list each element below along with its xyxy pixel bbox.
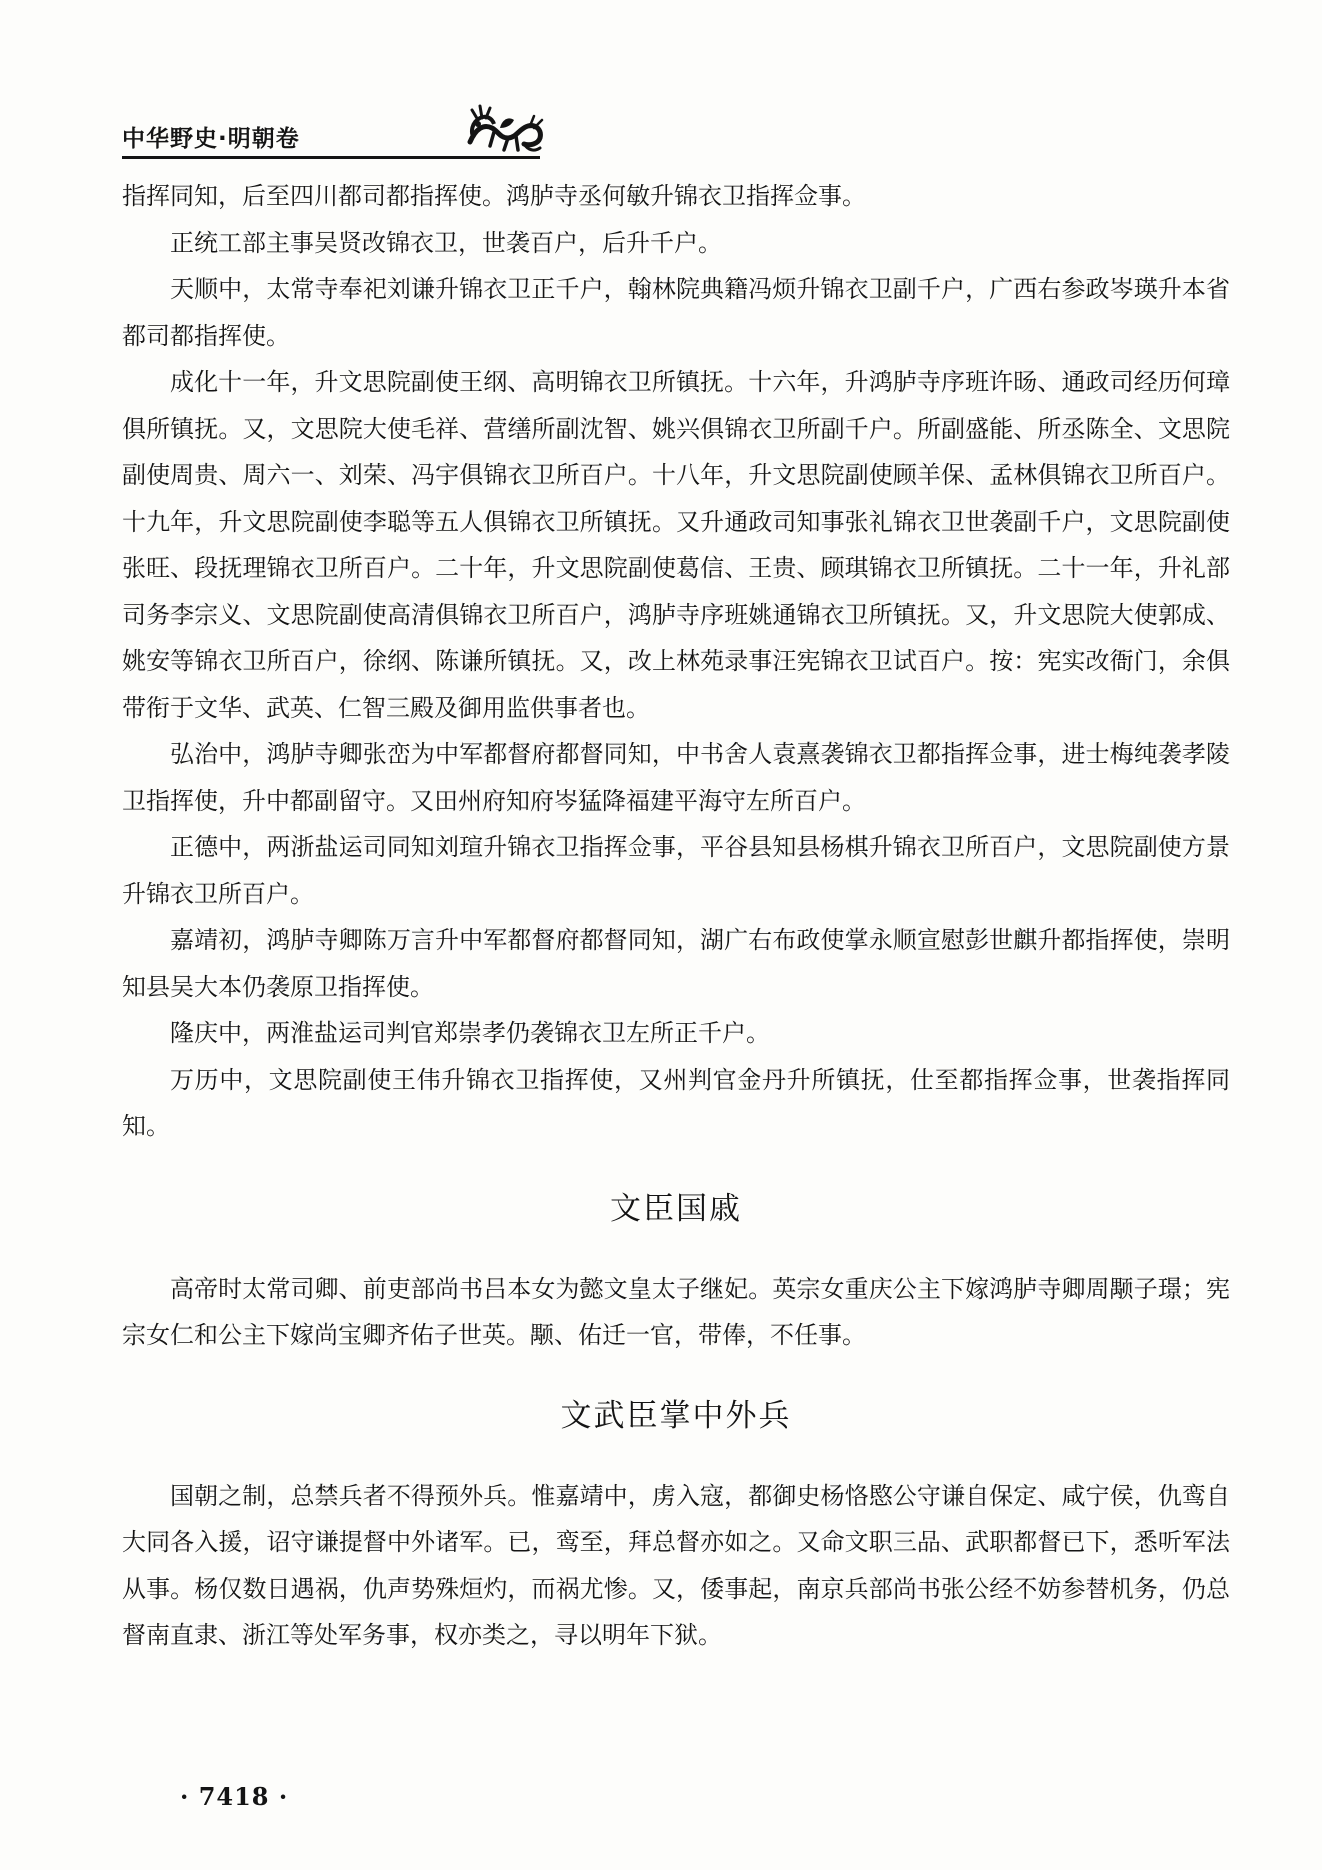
paragraph: 隆庆中，两淮盐运司判官郑崇孝仍袭锦衣卫左所正千户。 bbox=[170, 1019, 770, 1047]
paragraph: 高帝时太常司卿、前吏部尚书吕本女为懿文皇太子继妃。英宗女重庆公主下嫁鸿胪寺卿周颙子璟；宪宗女仁和公主下嫁尚宝卿齐佑子世英。颙、佑迁一官，带俸，不任事。 bbox=[122, 1274, 1230, 1349]
section-heading: 文臣国戚 bbox=[610, 1190, 742, 1227]
book-title: 中华野史·明朝卷 bbox=[122, 126, 300, 152]
page-number: · 7418 · bbox=[180, 1782, 289, 1811]
paragraph: 指挥同知，后至四川都司都指挥使。鸿胪寺丞何敏升锦衣卫指挥佥事。 bbox=[122, 182, 866, 210]
paragraph: 成化十一年，升文思院副使王纲、高明锦衣卫所镇抚。十六年，升鸿胪寺序班许旸、通政司经历何璋俱所镇抚。又，文思院大使毛祥、营缮所副沈智、姚兴俱锦衣卫所副千户。所副盛能、所丞陈全、文思院副使周贵、周六一、刘荣、冯宇俱锦衣卫所百户。十八年，升文思院副使顾羊保、孟林俱锦衣卫所百户。十九年，升文思院副使李聪等五人俱锦衣卫所镇抚。又升通政司知事张礼锦衣卫世袭副千户，文思院副使张旺、段抚理锦衣卫所百户。二十年，升文思院副使葛信、王贵、顾琪锦衣卫所镇抚。二十一年，升礼部司务李宗义、文思院副使高清俱锦衣卫所百户，鸿胪寺序班姚通锦衣卫所镇抚。又，升文思院大使郭成、姚安等锦衣卫所百户，徐纲、陈谦所镇抚。又，改上林苑录事汪宪锦衣卫试百户。按：宪实改衙门，余俱带衔于文华、武英、仁智三殿及御用监供事者也。 bbox=[122, 368, 1230, 722]
header-rule bbox=[122, 156, 540, 159]
paragraph: 正德中，两浙盐运司同知刘瑄升锦衣卫指挥佥事，平谷县知县杨棋升锦衣卫所百户，文思院副使方景升锦衣卫所百户。 bbox=[122, 833, 1230, 908]
paragraph: 天顺中，太常寺奉祀刘谦升锦衣卫正千户，翰林院典籍冯烦升锦衣卫副千户，广西右参政岑瑛升本省都司都指挥使。 bbox=[122, 275, 1230, 350]
paragraph: 万历中，文思院副使王伟升锦衣卫指挥使，又州判官金丹升所镇抚，仕至都指挥佥事，世袭指挥同知。 bbox=[122, 1065, 1230, 1140]
section-heading: 文武臣掌中外兵 bbox=[560, 1397, 792, 1434]
paragraph: 弘治中，鸿胪寺卿张峦为中军都督府都督同知，中书舍人袁熹袭锦衣卫都指挥佥事，进士梅纯袭孝陵卫指挥使，升中都副留守。又田州府知府岑猛降福建平海守左所百户。 bbox=[122, 740, 1230, 815]
paragraph: 正统工部主事吴贤改锦衣卫，世袭百户，后升千户。 bbox=[170, 228, 722, 257]
paragraph: 嘉靖初，鸿胪寺卿陈万言升中军都督府都督同知，湖广右布政使掌永顺宣慰彭世麒升都指挥使，崇明知县吴大本仍袭原卫指挥使。 bbox=[122, 926, 1230, 1001]
dragon-icon bbox=[464, 98, 546, 156]
running-header bbox=[122, 98, 542, 156]
paragraph: 国朝之制，总禁兵者不得预外兵。惟嘉靖中，虏入寇，都御史杨恪愍公守谦自保定、咸宁侯，仇鸾自大同各入援，诏守谦提督中外诸军。已，鸾至，拜总督亦如之。又命文职三品、武职都督已下，悉听军法从事。杨仅数日遇祸，仇声势殊烜灼，而祸尤惨。又，倭事起，南京兵部尚书张公经不妨参替机务，仍总督南直隶、浙江等处军务事，权亦类之，寻以明年下狱。 bbox=[122, 1481, 1230, 1649]
page-content bbox=[122, 173, 1230, 1659]
